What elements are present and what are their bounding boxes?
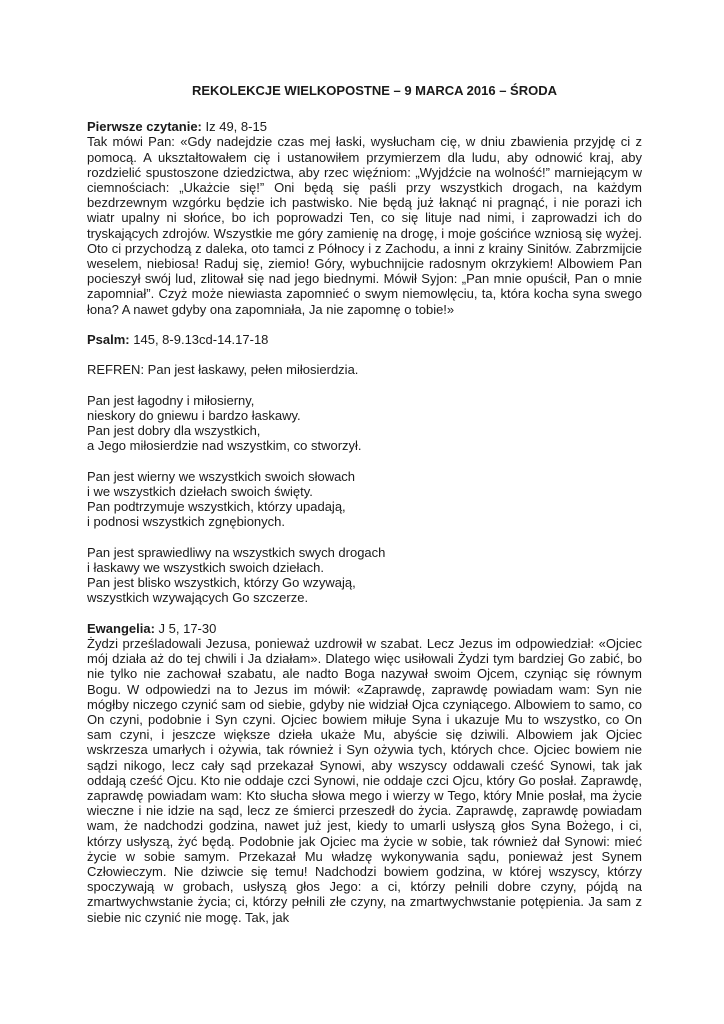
page-title: REKOLEKCJE WIELKOPOSTNE – 9 MARCA 2016 – ŚRODA: [191, 83, 558, 98]
psalm-stanza: [87, 393, 642, 454]
psalm-line: Pan jest dobry dla wszystkich,: [87, 423, 261, 439]
psalm-line: wszystkich wzywających Go szczerze.: [87, 590, 309, 606]
psalm-line: Pan podtrzymuje wszystkich, którzy upadają,: [87, 499, 346, 515]
psalm-line: nieskory do gniewu i bardzo łaskawy.: [87, 408, 301, 424]
psalm-line: Pan jest blisko wszystkich, którzy Go wzywają,: [87, 575, 356, 591]
psalm-line: i we wszystkich dziełach swoich święty.: [87, 484, 313, 500]
gospel-ref: J 5, 17-30: [154, 620, 217, 636]
psalm-line: i podnosi wszystkich zgnębionych.: [87, 514, 285, 530]
first-reading-ref: Iz 49, 8-15: [201, 119, 267, 135]
gospel-text: Żydzi prześladowali Jezusa, ponieważ uzdrowił w szabat. Lecz Jezus im odpowiedział: «Ojciec mój działa aż do tej chwili i Ja działam». Dlatego więc usiłowali Żydzi tym bardziej Go zabić, bo nie tylko nie zachował szabatu, ale nadto Boga nazywał swoim Ojcem, czyniąc się równym Bogu. W odpowiedzi na to Jezus im mówił: «Zaprawdę, zaprawdę powiadam wam: Syn nie mógłby niczego czynić sam od siebie, gdyby nie widział Ojca czyniącego. Albowiem to samo, co On czyni, podobnie i Syn czyni. Ojciec bowiem miłuje Syna i ukazuje Mu to wszystko, co On sam czyni, i jeszcze większe dzieła ukaże Mu, abyście się dziwili. Albowiem jak Ojciec wskrzesza umarłych i ożywia, tak również i Syn ożywia tych, których chce. Ojciec bowiem nie sądzi nikogo, lecz cały sąd przekazał Synowi, aby wszyscy oddawali cześć Synowi, tak jak oddają cześć Ojcu. Kto nie oddaje czci Synowi, nie oddaje czci Ojcu, który Go posłał. Zaprawdę, zaprawdę powiadam wam: Kto słucha słowa mego i wierzy w Tego, który Mnie posłał, ma życie wieczne i nie idzie na sąd, lecz ze śmierci przeszedł do życia. Zaprawdę, zaprawdę powiadam wam, że nadchodzi godzina, nawet już jest, kiedy to umarli usłyszą głos Syna Bożego, i ci, którzy usłyszą, żyć będą. Podobnie jak Ojciec ma życie w sobie, tak również dał Synowi: mieć życie w sobie samym. Przekazał Mu władzę wykonywania sądu, ponieważ jest Synem Człowieczym. Nie dziwcie się temu! Nadchodzi bowiem godzina, w której wszyscy, którzy spoczywają w grobach, usłyszą głos Jego: a ci, którzy pełnili dobre czyny, pójdą na zmartwychwstanie życia; ci, którzy pełnili złe czyny, na zmartwychwstanie potępienia. Ja sam z siebie nic czynić nie mogę. Tak, jak: [87, 636, 642, 925]
psalm-ref: 145, 8-9.13cd-14.17-18: [129, 332, 269, 348]
psalm-stanza: [87, 469, 642, 530]
first-reading-heading: [87, 119, 642, 134]
psalm-line: a Jego miłosierdzie nad wszystkim, co stworzył.: [87, 438, 362, 454]
gospel-label: Ewangelia:: [87, 620, 155, 636]
psalm-line: Pan jest łagodny i miłosierny,: [87, 392, 255, 408]
psalm-refrain: REFREN: Pan jest łaskawy, pełen miłosierdzia.: [87, 362, 359, 378]
psalm-label: Psalm:: [87, 332, 130, 348]
psalm-line: i łaskawy we wszystkich swoich dziełach.: [87, 560, 324, 576]
psalm-line: Pan jest sprawiedliwy na wszystkich swych drogach: [87, 544, 386, 560]
gospel-heading: [87, 621, 642, 636]
psalm-heading: [87, 332, 642, 347]
first-reading-text: Tak mówi Pan: «Gdy nadejdzie czas mej łaski, wysłucham cię, w dniu zbawienia przyjdę ci z pomocą. A ukształtowałem cię i ustanowiłem przymierzem dla ludu, aby odnowić kraj, aby rozdzielić spustoszone dziedzictwa, aby rzec więźniom: „Wyjdźcie na wolność!” marniejącym w ciemnościach: „Ukażcie się!” Oni będą się paśli przy wszystkich drogach, na każdym bezdrzewnym wzgórku będzie ich pastwisko. Nie będą już łaknąć ni pragnąć, i nie porazi ich wiatr upalny ni słońce, bo ich poprowadzi Ten, co się lituje nad nimi, i zaprowadzi ich do tryskających zdrojów. Wszystkie me góry zamienię na drogę, i moje gościńce wzniosą się wyżej. Oto ci przychodzą z daleka, oto tamci z Północy i z Zachodu, a inni z krainy Sinitów. Zabrzmijcie weselem, niebiosa! Raduj się, ziemio! Góry, wybuchnijcie radosnym okrzykiem! Albowiem Pan pocieszył swój lud, zlitował się nad jego biednymi. Mówił Syjon: „Pan mnie opuścił, Pan o mnie zapomniał”. Czyż może niewiasta zapomnieć o swym niemowlęciu, ta, która kocha syna swego łona? A nawet gdyby ona zapomniała, Ja nie zapomnę o tobie!»: [87, 134, 642, 317]
psalm-line: Pan jest wierny we wszystkich swoich słowach: [87, 468, 356, 484]
first-reading-label: Pierwsze czytanie:: [87, 119, 202, 135]
psalm-stanza: [87, 545, 642, 606]
